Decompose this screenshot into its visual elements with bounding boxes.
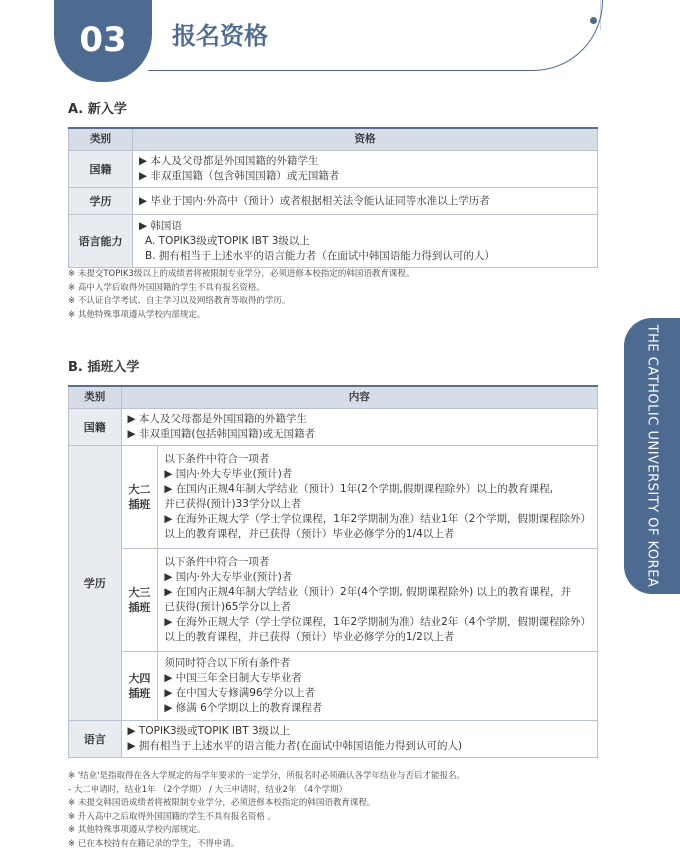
list-item: ▶ 在海外正规大学（学士学位课程，1年2学期制为准）结业1年（2个学期，假期课程除外） — [164, 513, 591, 525]
col-header-content: 内容 — [121, 386, 597, 409]
note: ※ 其他特殊事项遵从学校内部规定。 — [68, 825, 206, 835]
list-item: 以上的教育课程，并已获得（预计）毕业必修学分的1/4以上者 — [164, 528, 455, 540]
row-content — [133, 188, 598, 215]
note: ※ 未提交韩国语成绩者将被限制专业学分，必须进修本校指定的韩国语教育课程。 — [68, 798, 376, 808]
list-item: ▶ 在中国大专修满96学分以上者 — [164, 687, 316, 699]
table-row — [69, 721, 598, 758]
section-a-notes — [68, 268, 414, 322]
table-row — [69, 215, 598, 268]
row-content — [133, 215, 598, 268]
list-item: ▶ 本人及父母都是外国国籍的外籍学生 — [127, 413, 307, 425]
list-item: ▶ TOPIK3级或TOPIK IBT 3级以上 — [127, 725, 291, 737]
header — [0, 0, 680, 96]
list-item: ▶ 修满 6个学期以上的教育课程者 — [164, 702, 323, 714]
col-header-category: 类别 — [69, 128, 133, 151]
table-row — [69, 409, 598, 446]
section-b-notes — [68, 770, 465, 851]
section-a-title: A. 新入学 — [68, 102, 127, 117]
section-number-badge: 03 — [54, 0, 152, 82]
section-a-table — [68, 127, 598, 268]
list-item: ▶ 国内·外大专毕业(预计)者 — [164, 571, 293, 583]
list-item: 须同时符合以下所有条件者 — [164, 657, 291, 669]
row-content — [158, 446, 598, 549]
row-content — [133, 151, 598, 188]
note: - 大二申请时，结业1年 （2个学期） / 大三申请时，结业2年 （4个学期） — [68, 784, 348, 795]
list-item: ▶ 在国内正规4年制大学结业（预计）1年(2个学期,假期课程除外）以上的教育课程, — [164, 483, 554, 495]
list-item: ▶ 拥有相当于上述水平的语言能力者(在面试中韩国语能力得到认可的人) — [127, 740, 463, 752]
row-content — [158, 549, 598, 652]
list-item: 并已获得(预计)33学分以上者 — [164, 498, 302, 510]
note: ※ 升入高中之后取得外国国籍的学生不具有报名资格 。 — [68, 811, 277, 822]
page-title: 报名资格 — [172, 22, 268, 50]
list-item: ▶ 中国三年全日制大专毕业者 — [164, 672, 302, 684]
sub-label: 大二插班 — [121, 446, 158, 549]
list-item: A. TOPIK3级或TOPIK IBT 3级以上 — [145, 234, 310, 247]
table-row — [69, 188, 598, 215]
list-item: ▶ 毕业于国内·外高中（预计）或者根据相关法令能认证同等水准以上学历者 — [139, 194, 490, 207]
row-content — [121, 409, 597, 446]
note: ※ 不认证自学考试、自主学习以及网络教育等取得的学历。 — [68, 296, 291, 306]
table-row — [69, 549, 598, 652]
list-item: ▶ 非双重国籍(包括韩国国籍)或无国籍者 — [127, 428, 316, 440]
row-content — [158, 652, 598, 721]
note: ※ '结业'是指取得在各大学规定的每学年要求的一定学分，所报名时必须确认各学年结业与否后才能报名。 — [68, 771, 466, 781]
table-row — [69, 446, 598, 549]
list-item: ▶ 在海外正规大学（学士学位课程，1年2学期制为准）结业2年（4个学期，假期课程除外） — [164, 616, 591, 628]
list-item: 以上的教育课程，并已获得（预计）毕业必修学分的1/2以上者 — [164, 631, 455, 643]
row-label: 学历 — [69, 188, 133, 215]
list-item: 已获得(预计)65学分以上者 — [164, 601, 291, 613]
list-item: ▶ 韩国语 — [139, 219, 182, 232]
row-content — [121, 721, 597, 758]
note: ※ 未提交TOPIK3级以上的成绩者将被限制专业学分，必须进修本校指定的韩国语教育课程。 — [68, 269, 415, 279]
section-b-table — [68, 385, 598, 758]
list-item: ▶ 本人及父母都是外国国籍的外籍学生 — [139, 155, 319, 167]
row-label: 国籍 — [69, 151, 133, 188]
note: ※ 高中入学后取得外国国籍的学生不具有报名资格。 — [68, 282, 265, 293]
table-row — [69, 151, 598, 188]
note: ※ 已在本校持有在籍记录的学生，不得申请。 — [68, 838, 240, 849]
col-header-qualification: 资格 — [133, 128, 598, 151]
list-item: ▶ 在国内正规4年制大学结业（预计）2年(4个学期, 假期课程除外) 以上的教育课程，并 — [164, 586, 572, 598]
row-label: 语言能力 — [69, 215, 133, 268]
col-header-category: 类别 — [69, 386, 122, 409]
sub-label: 大三插班 — [121, 549, 158, 652]
section-b-title: B. 插班入学 — [68, 360, 140, 375]
list-item: ▶ 国内·外大专毕业(预计)者 — [164, 468, 293, 480]
side-tab-text: THE CATHOLIC UNIVERSITY OF KOREA — [644, 324, 660, 588]
sub-label: 大四插班 — [121, 652, 158, 721]
dot-icon — [590, 17, 597, 24]
note: ※ 其他特殊事项遵从学校内部规定。 — [68, 309, 206, 320]
corner-divider — [600, 0, 680, 30]
table-row — [69, 652, 598, 721]
list-item: 以下条件中符合一项者 — [164, 453, 270, 465]
row-label: 国籍 — [69, 409, 122, 446]
row-label: 学历 — [69, 446, 122, 721]
row-label: 语言 — [69, 721, 122, 758]
list-item: ▶ 非双重国籍（包含韩国国籍）或无国籍者 — [139, 170, 340, 182]
list-item: B. 拥有相当于上述水平的语言能力者（在面试中韩国语能力得到认可的人） — [145, 249, 495, 262]
list-item: 以下条件中符合一项者 — [164, 556, 270, 568]
